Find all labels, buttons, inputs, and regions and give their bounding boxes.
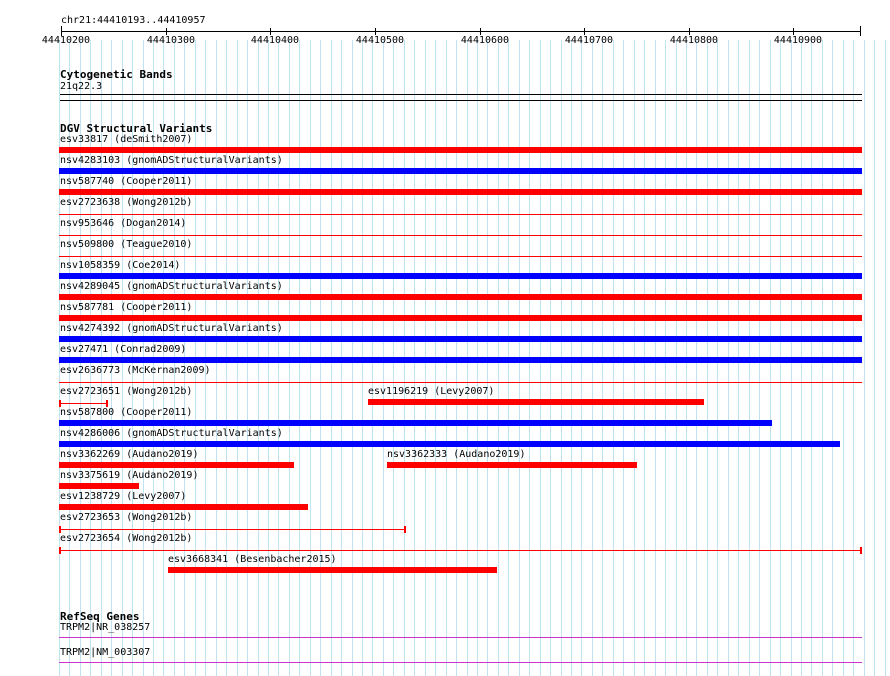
gene-label[interactable]: TRPM2|NM_003307 [60, 647, 151, 658]
variant-end-cap [404, 526, 406, 533]
loss-variant-bar[interactable] [59, 315, 862, 321]
variant-label[interactable]: nsv3375619 (Audano2019) [60, 470, 199, 481]
ruler-axis [61, 31, 861, 32]
loss-variant-bar[interactable] [59, 550, 862, 551]
variant-end-cap [59, 547, 61, 554]
ruler-tick-label: 44410800 [669, 35, 719, 46]
ruler-tick [480, 28, 481, 35]
variant-label[interactable]: nsv1058359 (Coe2014) [60, 260, 181, 271]
loss-variant-bar[interactable] [59, 462, 294, 468]
gain-variant-bar[interactable] [59, 336, 862, 342]
position-label: chr21:44410193..44410957 [61, 15, 206, 26]
ruler-tick [793, 28, 794, 35]
variant-label[interactable]: nsv3362269 (Audano2019) [60, 449, 199, 460]
ruler-tick-label: 44410900 [773, 35, 823, 46]
cytoband-line-top [60, 94, 862, 95]
loss-variant-bar[interactable] [59, 294, 862, 300]
variant-label[interactable]: nsv587781 (Cooper2011) [60, 302, 193, 313]
variant-label[interactable]: esv27471 (Conrad2009) [60, 344, 187, 355]
loss-variant-bar[interactable] [387, 462, 637, 468]
gain-variant-bar[interactable] [59, 273, 862, 279]
refseq-track-title: RefSeq Genes [60, 610, 140, 623]
ruler-tick-label: 44410600 [460, 35, 510, 46]
gain-variant-bar[interactable] [59, 420, 772, 426]
gain-variant-bar[interactable] [59, 357, 862, 363]
loss-variant-bar[interactable] [59, 147, 862, 153]
variant-label[interactable]: nsv509800 (Teague2010) [60, 239, 193, 250]
variant-label[interactable]: esv2636773 (McKernan2009) [60, 365, 211, 376]
loss-variant-bar[interactable] [59, 483, 139, 489]
variant-label[interactable]: esv33817 (deSmith2007) [60, 134, 193, 145]
ruler-tick-label: 44410700 [564, 35, 614, 46]
variant-label[interactable]: nsv953646 (Dogan2014) [60, 218, 187, 229]
loss-variant-bar[interactable] [59, 256, 862, 257]
ruler-tick-label: 44410400 [250, 35, 300, 46]
dgv-track-title: DGV Structural Variants [60, 122, 213, 135]
variant-end-cap [59, 400, 61, 407]
loss-variant-bar[interactable] [368, 399, 704, 405]
loss-variant-bar[interactable] [59, 382, 862, 383]
variant-end-cap [860, 547, 862, 554]
variant-label[interactable]: nsv4286006 (gnomADStructuralVariants) [60, 428, 283, 439]
gain-variant-bar[interactable] [59, 168, 862, 174]
variant-label[interactable]: nsv4289045 (gnomADStructuralVariants) [60, 281, 283, 292]
ruler-tick [61, 28, 62, 35]
loss-variant-bar[interactable] [59, 403, 108, 404]
variant-label[interactable]: esv2723653 (Wong2012b) [60, 512, 193, 523]
cytoband-label[interactable]: 21q22.3 [60, 81, 103, 92]
variant-label[interactable]: esv3668341 (Besenbacher2015) [168, 554, 337, 565]
ruler-tick [689, 28, 690, 35]
loss-variant-bar[interactable] [59, 235, 862, 236]
ruler-tick [584, 28, 585, 35]
variant-label[interactable]: nsv4274392 (gnomADStructuralVariants) [60, 323, 283, 334]
variant-label[interactable]: nsv4283103 (gnomADStructuralVariants) [60, 155, 283, 166]
loss-variant-bar[interactable] [59, 189, 862, 195]
gene-label[interactable]: TRPM2|NR_038257 [60, 622, 151, 633]
variant-label[interactable]: nsv3362333 (Audano2019) [387, 449, 526, 460]
ruler-tick-label: 44410500 [355, 35, 405, 46]
loss-variant-bar[interactable] [168, 567, 497, 573]
variant-label[interactable]: esv2723651 (Wong2012b) [60, 386, 193, 397]
gain-variant-bar[interactable] [59, 441, 840, 447]
variant-label[interactable]: esv2723654 (Wong2012b) [60, 533, 193, 544]
variant-label[interactable]: nsv587800 (Cooper2011) [60, 407, 193, 418]
ruler-tick-label: 44410300 [146, 35, 196, 46]
variant-label[interactable]: nsv587740 (Cooper2011) [60, 176, 193, 187]
gene-intron-line[interactable] [59, 662, 862, 663]
cytoband-track-title: Cytogenetic Bands [60, 68, 173, 81]
variant-label[interactable]: esv1238729 (Levy2007) [60, 491, 187, 502]
variant-end-cap [59, 526, 61, 533]
variant-end-cap [106, 400, 108, 407]
ruler-tick [375, 28, 376, 35]
ruler-end-cap [860, 26, 861, 36]
cytoband-line-bottom [60, 100, 862, 101]
ruler-tick-label: 44410200 [41, 35, 91, 46]
loss-variant-bar[interactable] [59, 504, 308, 510]
loss-variant-bar[interactable] [59, 529, 406, 530]
variant-label[interactable]: esv2723638 (Wong2012b) [60, 197, 193, 208]
ruler-tick [270, 28, 271, 35]
gene-intron-line[interactable] [59, 637, 862, 638]
ruler-tick [166, 28, 167, 35]
loss-variant-bar[interactable] [59, 214, 862, 215]
variant-label[interactable]: esv1196219 (Levy2007) [368, 386, 495, 397]
